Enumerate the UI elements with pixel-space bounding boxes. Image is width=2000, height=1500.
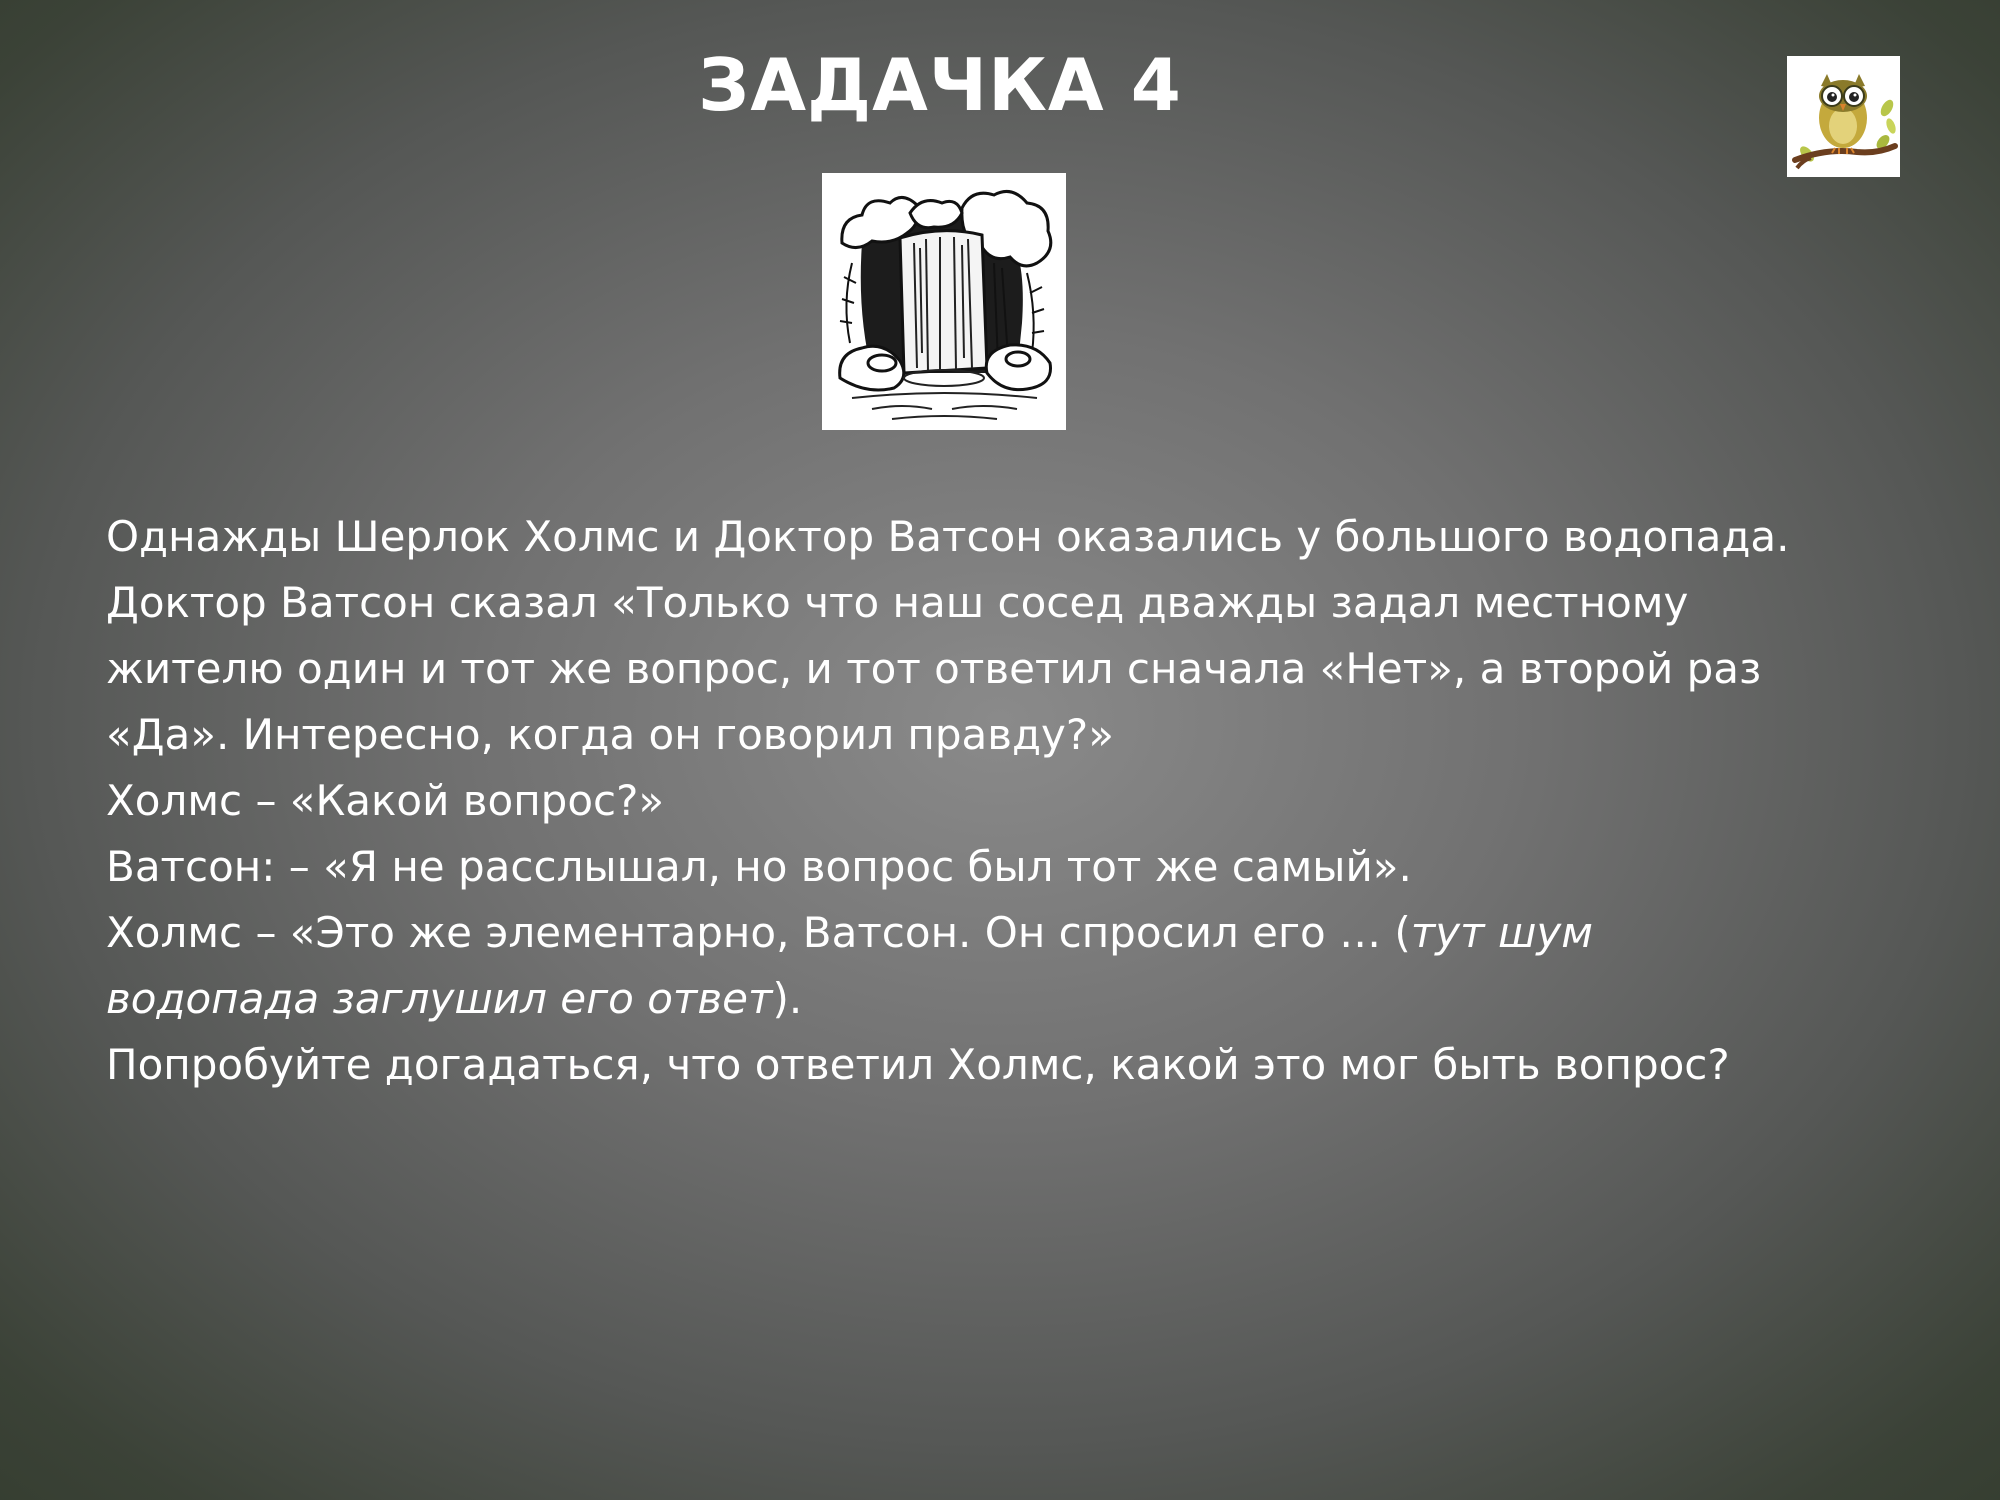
text-line <box>106 966 1906 1032</box>
text-line: Холмс – «Какой вопрос?» <box>106 776 665 825</box>
text-line: Попробуйте догадаться, что ответил Холмс, какой это мог быть вопрос? <box>106 1040 1730 1089</box>
text-segment: ). <box>772 974 803 1023</box>
owl-icon <box>1787 56 1900 177</box>
text-line: Однажды Шерлок Холмс и Доктор Ватсон оказались у большого водопада. <box>106 512 1790 561</box>
problem-text <box>106 504 1906 1098</box>
text-line <box>106 900 1906 966</box>
text-line: жителю один и тот же вопрос, и тот ответил сначала «Нет», а второй раз <box>106 644 1762 693</box>
text-segment: Холмс – «Это же элементарно, Ватсон. Он спросил его … ( <box>106 908 1411 957</box>
waterfall-image <box>822 173 1066 430</box>
slide-title: ЗАДАЧКА 4 <box>698 43 1182 127</box>
italic-text-segment: тут шум <box>1410 908 1593 957</box>
text-line: «Да». Интересно, когда он говорил правду?» <box>106 710 1114 759</box>
text-line: Доктор Ватсон сказал «Только что наш сосед дважды задал местному <box>106 578 1689 627</box>
italic-text-segment: водопада заглушил его ответ <box>106 974 773 1023</box>
text-line: Ватсон: – «Я не расслышал, но вопрос был тот же самый». <box>106 842 1412 891</box>
